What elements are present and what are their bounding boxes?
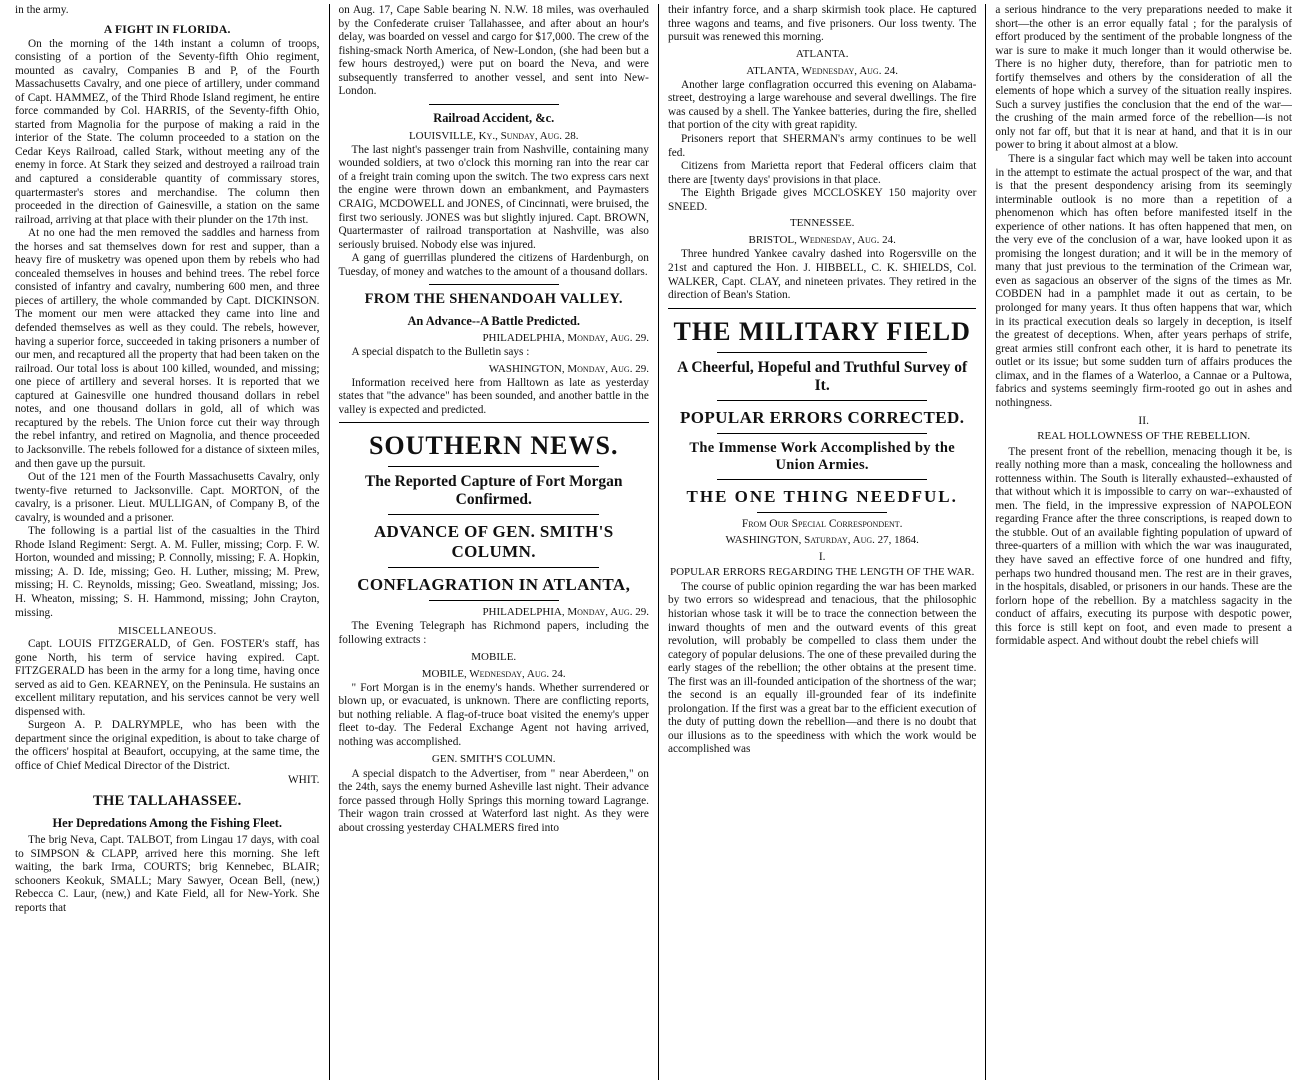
divider-rule-4 xyxy=(388,466,599,467)
subhead-tennessee: TENNESSEE. xyxy=(789,217,855,230)
dateline-washington-2: WASHINGTON, Saturday, Aug. 27, 1864. xyxy=(725,533,919,546)
subhead-advance-battle: An Advance--A Battle Predicted. xyxy=(407,314,580,329)
col1-paragraph-4: The following is a partial list of the casualties in the Third Rhode Island Regiment: Sergt. A. M. Fuller, missing; Corp. F. W. Horton, wounded and missing; P. Connolly, missing; F. A. Hopkin, missing; A. D. Ide, missing; Geo. H. Luther, missing; M. Prew, missing; H. C. Reynolds, missing; Geo. Sweatland, missing; Jos. H. Wheaton, missing; S. H. Hammond, missing; John Crayton, missing. xyxy=(15,525,320,619)
col1-top-line: in the army. xyxy=(15,4,69,16)
divider-rule-9 xyxy=(717,352,927,353)
subhead-conflagration-atlanta: CONFLAGRATION IN ATLANTA, xyxy=(357,575,631,595)
subhead-popular-errors: POPULAR ERRORS CORRECTED. xyxy=(679,407,965,427)
divider-rule-10 xyxy=(717,400,927,401)
col1-paragraph-5: Capt. LOUIS FITZGERALD, of Gen. FOSTER's staff, has gone North, his term of service having expired. Capt. FITZGERALD has been in the army for a long time, having once served as aid to Gen. KEARNEY, on the Peninsula. He sustains an excellent military reputation, and his services cannot be very well dispensed with. xyxy=(15,638,320,718)
divider-rule-12 xyxy=(717,479,927,480)
col2-paragraph-8: A special dispatch to the Advertiser, from " near Aberdeen," on the 24th, says the enemy burned Asheville last night. Their advance force passed through Holly Springs this morning toward Lagrange. Their wagon train crossed at Waterford last night. As they were about crossing yesterday CHALMERS fired into xyxy=(338,767,649,834)
dateline-bristol: BRISTOL, Wednesday, Aug. 24. xyxy=(748,234,896,247)
section-head-popular-errors-length: POPULAR ERRORS REGARDING THE LENGTH OF THE WAR. xyxy=(670,565,975,578)
subhead-fort-morgan: The Reported Capture of Fort Morgan Confirmed. xyxy=(364,473,623,509)
divider-rule-13 xyxy=(757,512,887,513)
headline-fight-in-florida: A FIGHT IN FLORIDA. xyxy=(103,22,231,36)
col3-paragraph-1: their infantry force, and a sharp skirmish took place. He captured three wagons and teams, and five prisoners. Our loss twenty. The pursuit was renewed this morning. xyxy=(667,4,977,44)
col3-paragraph-5: The Eighth Brigade gives MCCLOSKEY 150 majority over SNEED. xyxy=(667,187,977,213)
col2-paragraph-3: A gang of guerrillas plundered the citizens of Hardenburgh, on Tuesday, of money and watches to the amount of a thousand dollars. xyxy=(338,252,649,278)
column-2 xyxy=(329,4,658,1080)
divider-rule-11 xyxy=(717,433,927,434)
col2-paragraph-6: The Evening Telegraph has Richmond papers, including the following extracts : xyxy=(338,620,649,647)
dateline-washington-1: WASHINGTON, Monday, Aug. 29. xyxy=(488,362,649,375)
col1-paragraph-7: The brig Neva, Capt. TALBOT, from Lingau 17 days, with coal to SIMPSON & CLAPP, arrived here this morning. She left waiting, the bark Irma, COURTS; brig Kennebec, BLAIR; schooners Keokuk, SMALL; Mary Sawyer, Ocean Bell, (new,) Rebecca C. Laur, (new,) and Kate Field, all for New-York. She reports that xyxy=(15,834,320,914)
correspondent-credit: From Our Special Correspondent. xyxy=(741,517,903,530)
subhead-immense-work: The Immense Work Accomplished by the Union Armies. xyxy=(689,439,955,473)
headline-tallahassee: THE TALLAHASSEE. xyxy=(92,793,242,810)
col2-paragraph-4: A special dispatch to the Bulletin says : xyxy=(351,346,530,359)
headline-southern-news: SOUTHERN NEWS. xyxy=(368,431,619,461)
column-4 xyxy=(985,4,1301,1080)
dateline-atlanta: ATLANTA, Wednesday, Aug. 24. xyxy=(746,64,898,77)
divider-rule-6 xyxy=(388,567,599,568)
headline-railroad-accident: Railroad Accident, &c. xyxy=(433,110,555,125)
column-1 xyxy=(6,4,329,1080)
col1-signature: WHIT. xyxy=(288,773,320,786)
divider-rule-8 xyxy=(668,308,976,309)
col3-paragraph-2: Another large conflagration occurred this evening on Alabama-street, destroying a large warehouse and several dwellings. The fire was caused by a shell. The Yankee batteries, during the fire, shelled that portion of the city with great rapidity. xyxy=(667,78,977,132)
dateline-mobile: MOBILE, Wednesday, Aug. 24. xyxy=(421,667,566,680)
headline-miscellaneous: MISCELLANEOUS. xyxy=(117,625,217,638)
section-numeral-2: II. xyxy=(1138,415,1149,428)
col1-paragraph-6: Surgeon A. P. DALRYMPLE, who has been with the department since the original expedition, is about to take charge of the officers' hospital at Beaufort, occupying, at the same time, the office of Chief Medical Director of the District. xyxy=(15,719,320,772)
subhead-gen-smiths-column: GEN. SMITH'S COLUMN. xyxy=(431,752,556,765)
divider-rule-3 xyxy=(339,422,649,423)
divider-rule xyxy=(429,104,559,105)
col3-paragraph-7: The course of public opinion regarding the war has been marked by two errors so widespread and tenacious, that the philosophic historian whose task it will be to trace the connection between the inward thoughts of men and the outward events of this great revolution, will probably be compelled to class them under the category of popular delusions. The one of these prevailed during the early stages of the rebellion; the other obtains at the present time. The first was an ill-founded anticipation of the shortness of the war; the second is an equally ill-grounded fear of its indefinite prolongation. If the first was a great bar to the efficient execution of the duty of putting down the rebellion—and there is no doubt that our illusions as to the speediness with which the work would be accomplished was xyxy=(667,580,977,756)
col2-paragraph-1: on Aug. 17, Cape Sable bearing N. N.W. 18 miles, was overhauled by the Confederate cruiser Tallahassee, and after about an hour's delay, was boarded on vessel and cargo for $17,000. The crew of the fishing-smack North America, of New-London, (she had been but a few hours destroyed,) were put on board the Neva, and were subsequently transferred to another vessel, and sent into New-London. xyxy=(338,4,649,98)
section-numeral-1: I. xyxy=(818,550,826,563)
col3-paragraph-6: Three hundred Yankee cavalry dashed into Rogersville on the 21st and captured the Hon. J. HIBBELL, C. K. SHIELDS, Col. WALKER, Capt. CLAY, and nineteen privates. They retired in the direction of Bean's Station. xyxy=(667,248,977,302)
col2-paragraph-7: " Fort Morgan is in the enemy's hands. Whether surrendered or blown up, or evacuated, is unknown. There are conflicting reports, but nothing reliable. A flag-of-truce boat visited the enemy's upper fleet to-day. The Federal Exchange Agent not having arrived, nothing was accomplished. xyxy=(338,681,649,748)
dateline-philadelphia-2: PHILADELPHIA, Monday, Aug. 29. xyxy=(482,606,649,619)
subhead-one-thing-needful: THE ONE THING NEEDFUL. xyxy=(686,486,958,506)
column-3 xyxy=(658,4,985,1080)
col1-paragraph-1: On the morning of the 14th instant a column of troops, consisting of a portion of the Seventy-fifth Ohio regiment, mounted as cavalry, Companies B and P, of the Fourth Massachusetts Cavalry, and one piece of artillery, under command of Capt. HAMMEZ, of the Third Rhode Island regiment, he entire force commanded by Col. HARRIS, of the Seventy-fifth Ohio, started from Magnolia for the purpose of making a raid in the interior of the State. The column proceeded to a station on the Cedar Keys Railroad, called Stark, without meeting any of the enemy in force. At Stark they seized and destroyed a railroad train and captured a considerable quantity of commissary stores, quartermaster's stores and merchandise. The column then proceeded in the direction of Gainesville, a station on the same railroad, arriving at that place with their plunder on the 17th inst. xyxy=(15,37,320,226)
subhead-advance-smith: ADVANCE OF GEN. SMITH'S COLUMN. xyxy=(373,522,614,562)
headline-military-field: THE MILITARY FIELD xyxy=(673,316,971,346)
col4-paragraph-2: There is a singular fact which may well be taken into account in the attempt to estimate the actual prospect of the war, and that is that the present despondency arising from its seemingly interminable outlook is no more than a repetition of a phenomenon which has often before manifested itself in the experience of other nations. It has often happened that men, on the very eve of the conclusion of a war, have looked upon it as promising the longest duration; and it will be in the memory of many that just previous to the termination of the Crimean war, even as sagacious an observer of the signs of the times as Mr. COBDEN had in a pamphlet made it out as certain, to be prolonged for many years. It thus often happens that war, which in its practical execution deals so largely in deception, is itself the greatest of deceptions. When, after years perhaps of strife, great armies still confront each other, it is hard to penetrate its outlet or its issue; but some sudden turn of affairs produces the climax, and in the flames of a Waterloo, a Cannae or a Pultowa, fabrics and systems seemingly firm-rooted go out in ashes and nothingness. xyxy=(995,153,1292,409)
col3-paragraph-3: Prisoners report that SHERMAN's army continues to be well fed. xyxy=(667,133,977,159)
subhead-cheerful-survey: A Cheerful, Hopeful and Truthful Survey of It. xyxy=(677,358,968,394)
divider-rule-2 xyxy=(429,284,559,285)
subhead-atlanta: ATLANTA. xyxy=(795,47,849,60)
section-head-real-hollowness: REAL HOLLOWNESS OF THE REBELLION. xyxy=(1037,430,1251,443)
col4-paragraph-3: The present front of the rebellion, menacing though it be, is really nothing more than a mask, concealing the hollowness and rottenness within. The South is literally exhausted--exhausted of that without which it is impossible to carry on war--exhausted of men. The field, in the impressive expression of NAPOLEON regarding France after the three conscriptions, is reaped down to the stubble. Out of an available fighting population of upward of three-quarters of a million with which the war was inaugurated, they have saved an effective force of one hundred and fifty, perhaps two hundred thousand men. The rest are in their graves, in the hospitals, disabled, or prisoners in our hands. These are the forlorn hope of the rebellion. By a matchless sagacity in the conduct of affairs, executing its purpose with despotic power, this force is still kept on foot, and even made to present a formidable aspect. And without doubt the rebel chiefs will xyxy=(995,445,1292,648)
col2-paragraph-5: Information received here from Halltown as late as yesterday states that "the advance" has been sounded, and another battle in the valley is expected and predicted. xyxy=(338,376,649,416)
col1-paragraph-2: At no one had the men removed the saddles and harness from the horses and sat themselves down for rest and supper, than a heavy fire of musketry was opened upon them by rebels who had concealed themselves in houses and behind trees. The rebel force consisted of infantry and cavalry, numbering 600 men, and three pieces of artillery, the whole commanded by Capt. DICKINSON. The moment our men were attacked they came into line and defended themselves as well as they could. The rebels, however, having a superior force, succeeded in taking prisoners a number of our men, and recaptured all the property that had been taken on the railroad. Our total loss is about 100 killed, wounded, and missing; one piece of artillery and several horses. It is reported that we captured at Gainesville one hundred thousand dollars in rebel notes, and one thousand dollars in gold, all of which was recaptured by the rebels. The Union force cut their way through the rebel infantry, and retired on Magnolia, and thence proceeded to Jacksonville. The rebels followed for a distance of sixteen miles, and then gave up the pursuit. xyxy=(15,227,320,470)
subhead-mobile: MOBILE. xyxy=(471,650,517,663)
divider-rule-5 xyxy=(388,514,599,515)
col1-paragraph-3: Out of the 121 men of the Fourth Massachusetts Cavalry, only twenty-five returned to Jacksonville. Capt. MORTON, of the cavalry, is a prisoner. Lieut. MULLIGAN, of Company B, of the cavalry, is wounded and a prisoner. xyxy=(15,471,320,524)
col4-paragraph-1: a serious hindrance to the very preparations needed to make it short—the other is an error equally fatal ; for the paralysis of effort produced by the sentiment of the probable longness of the war is sure to make it much longer than it would otherwise be. There is no higher duty, therefore, than for patriotic men to fortify themselves and others by the consideration of all the elements of hope which a survey of the situation really inspires. Such a survey justifies the conclusion that the end of the war—the crushing of the main armed force of the rebellion—is not only not far off, but that it is near at hand, and that it is in our power to bring it about almost at a blow. xyxy=(995,4,1292,152)
col2-paragraph-2: The last night's passenger train from Nashville, containing many wounded soldiers, at two o'clock this morning ran into the rear car of a freight train coming upon the switch. The two express cars next the engine were thrown down an embankment, and Paymasters CRAIG, MCDOWELL and JONES, of Cincinnati, were bruised, the first two seriously. JONES was but slightly injured. Capt. BROWN, Quartermaster of railroad transportation at Nashville, was also seriously bruised. Nobody else was injured. xyxy=(338,143,649,251)
divider-rule-7 xyxy=(429,600,559,601)
subhead-depredations: Her Depredations Among the Fishing Fleet. xyxy=(52,816,282,831)
headline-shenandoah-valley: FROM THE SHENANDOAH VALLEY. xyxy=(364,291,623,308)
col3-paragraph-4: Citizens from Marietta report that Federal officers claim that there are [twenty days' provisions in that place. xyxy=(667,160,977,186)
dateline-philadelphia-1: PHILADELPHIA, Monday, Aug. 29. xyxy=(482,332,649,345)
dateline-louisville: LOUISVILLE, Ky., Sunday, Aug. 28. xyxy=(408,129,579,142)
